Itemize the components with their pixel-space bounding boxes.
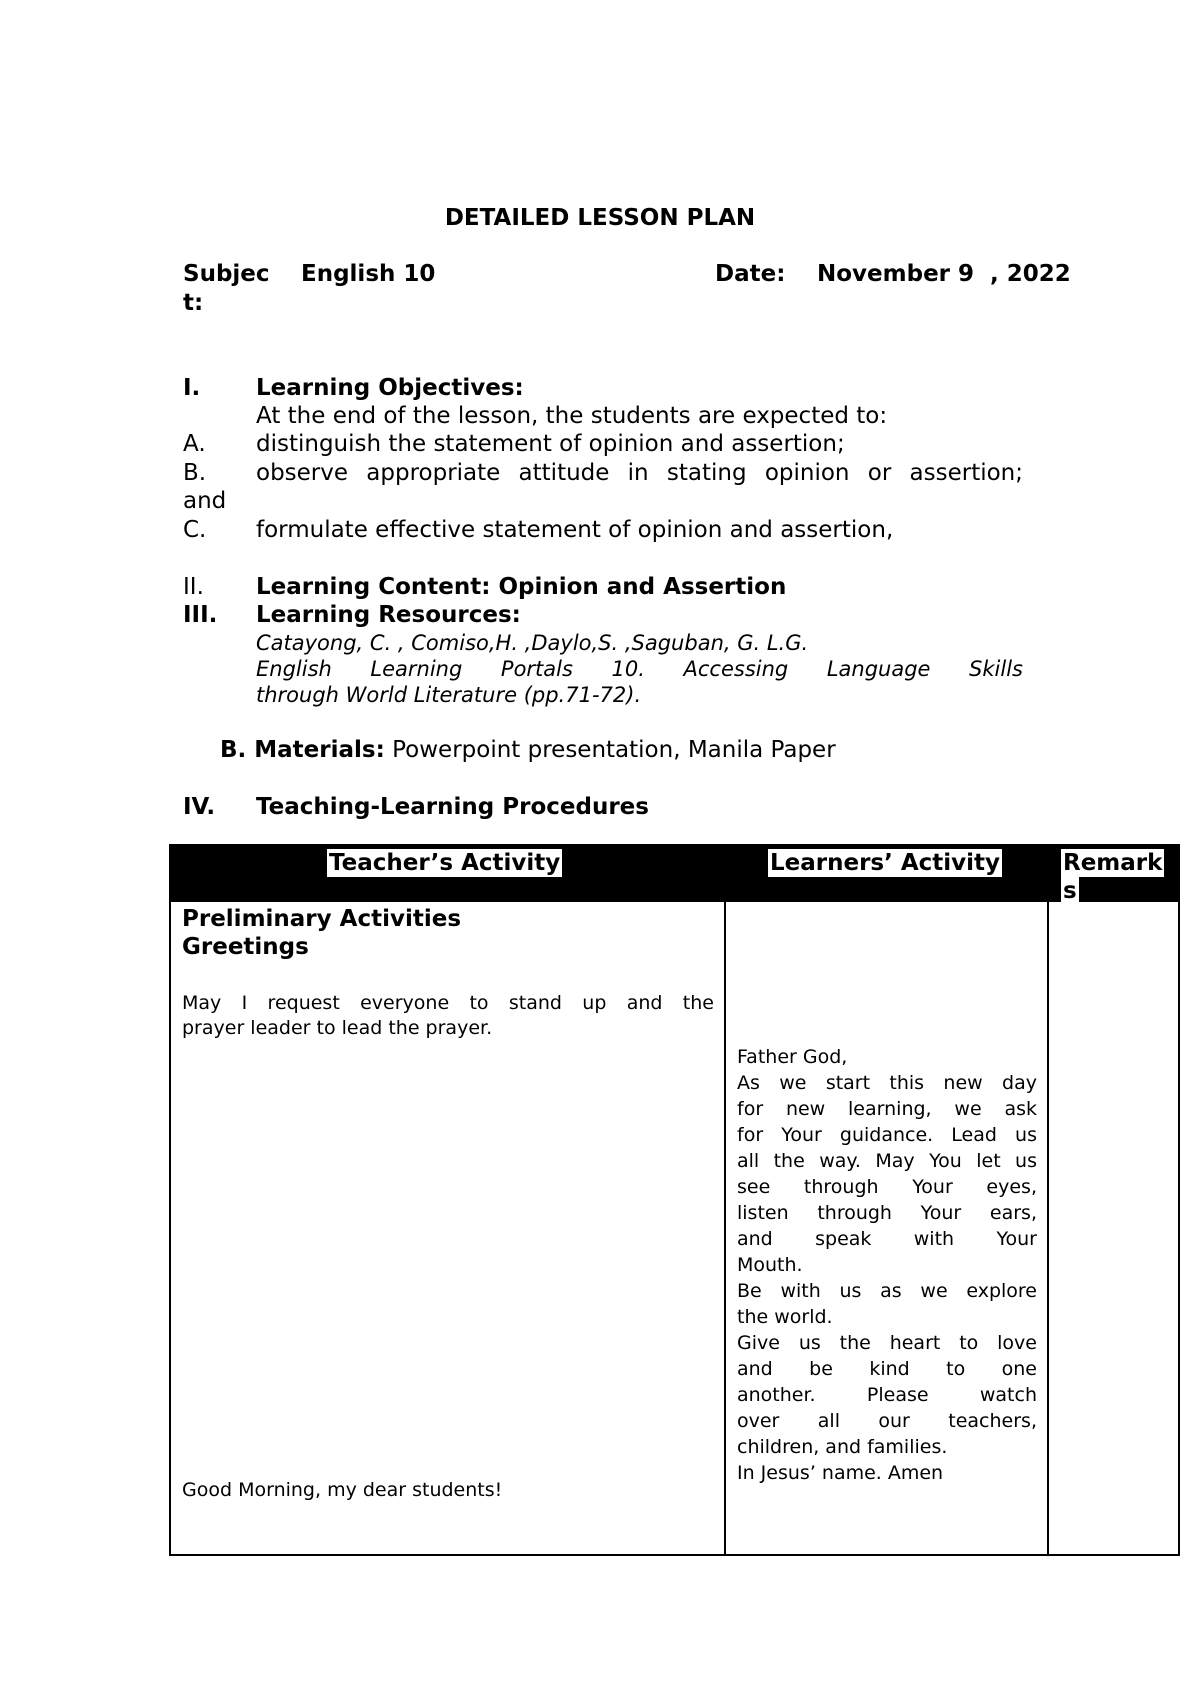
objectives-intro: At the end of the lesson, the students are expected to: [256,403,888,429]
learners-activity-header: Learners’ Activity [770,850,1001,876]
column-divider [724,902,726,1556]
teacher-section-heading: Preliminary Activities [182,906,462,932]
prayer-line: In Jesus’ name. Amen [737,1462,944,1484]
prayer-line: Be with us as we explore [737,1280,1037,1302]
prayer-line: another. Please watch [737,1384,1037,1406]
procedures-heading: Teaching-Learning Procedures [256,794,649,820]
objective-letter: B. [183,460,207,486]
resources-numeral: III. [183,602,218,628]
materials-label: B. Materials: [220,737,385,763]
prayer-line: for new learning, we ask [737,1098,1037,1120]
prayer-line: Mouth. [737,1254,803,1276]
prayer-line: Father God, [737,1046,848,1068]
remarks-header-wrap: s [1063,878,1077,904]
resources-book-title: English Learning Portals 10. Accessing Language Skills [256,657,1023,681]
column-divider [1047,902,1049,1556]
prayer-line: over all our teachers, [737,1410,1037,1432]
objective-letter: C. [183,517,207,543]
prayer-line: and be kind to one [737,1358,1037,1380]
subject-label: Subjec [183,261,270,287]
prayer-line: children, and families. [737,1436,948,1458]
table-header-row [171,846,1178,902]
materials-line [220,736,836,764]
objective-letter: A. [183,431,206,457]
content-heading: Learning Content: Opinion and Assertion [256,574,787,600]
resources-book-subtitle: through World Literature (pp.71-72). [256,683,642,707]
date-label: Date: [715,261,786,287]
teacher-request: May I request everyone to stand up and the [182,992,714,1014]
teacher-greeting: Good Morning, my dear students! [182,1479,503,1501]
prayer-line: for Your guidance. Lead us [737,1124,1037,1146]
objective-text: observe appropriate attitude in stating opinion or assertion; [256,460,1023,486]
resources-heading: Learning Resources: [256,602,521,628]
prayer-line: and speak with Your [737,1228,1037,1250]
teacher-request: prayer leader to lead the prayer. [182,1017,493,1039]
date-value: November 9 , 2022 [817,261,1071,287]
teacher-subsection-heading: Greetings [182,934,309,960]
prayer-line: listen through Your ears, [737,1202,1037,1224]
activity-table [169,844,1180,1556]
content-numeral: II. [183,574,204,600]
objective-text: formulate effective statement of opinion and assertion, [256,517,894,543]
learners-prayer [737,1044,1037,1486]
objectives-numeral: I. [183,375,201,401]
materials-value: Powerpoint presentation, Manila Paper [384,737,836,763]
document-title: DETAILED LESSON PLAN [444,205,756,231]
resources-authors: Catayong, C. , Comiso,H. ,Daylo,S. ,Saguban, G. L.G. [256,631,809,655]
prayer-line: all the way. May You let us [737,1150,1037,1172]
procedures-numeral: IV. [183,794,216,820]
subject-label-wrap: t: [183,290,204,316]
objective-continuation: and [183,488,227,514]
prayer-line: the world. [737,1306,833,1328]
prayer-line: see through Your eyes, [737,1176,1037,1198]
remarks-header: Remark [1063,850,1163,876]
prayer-line: Give us the heart to love [737,1332,1037,1354]
objectives-heading: Learning Objectives: [256,375,524,401]
teacher-activity-header: Teacher’s Activity [329,850,561,876]
objective-text: distinguish the statement of opinion and assertion; [256,431,845,457]
subject-value: English 10 [301,261,436,287]
prayer-line: As we start this new day [737,1072,1037,1094]
